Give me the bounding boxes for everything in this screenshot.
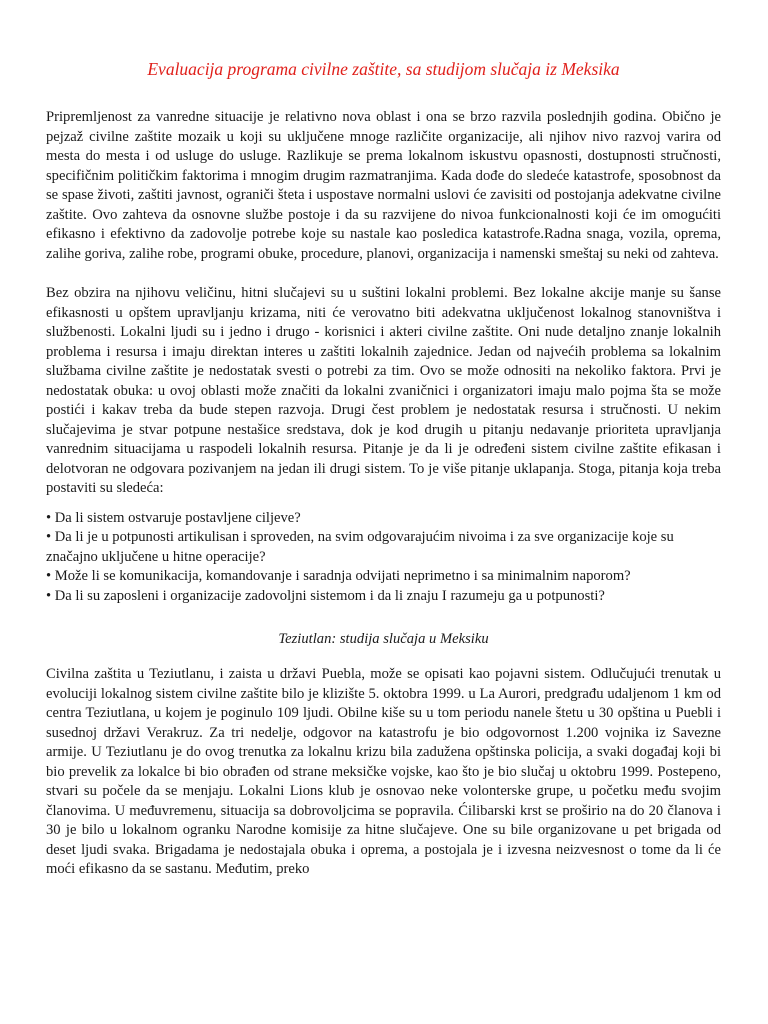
question-item: • Da li je u potpunosti artikulisan i sproveden, na svim odgovarajućim nivoima i za sve organizacije koje su značajno uključene u hitne operacije? xyxy=(46,529,674,565)
section-subtitle: Teziutlan: studija slučaja u Meksiku xyxy=(278,631,489,647)
question-item: • Može li se komunikacija, komandovanje i saradnja odvijati neprimetno i sa minimalnim naporom? xyxy=(46,568,631,584)
question-list xyxy=(46,509,721,607)
paragraph-intro: Pripremljenost za vanredne situacije je relativno nova oblast i ona se brzo razvila poslednjih godina. Obično je pejzaž civilne zaštite mozaik u koji su uključene mnoge različite organizacije, ali njihov nivo razvoj varira od mesta do mesta i od usluge do usluge. Razlikuje se prema lokalnom iskustvu opasnosti, dostupnosti stručnosti, specifičnim političkim faktorima i mnogim drugim razmatranjima. Kada dođe do sledeće katastrofe, sposobnost da se spase životi, zaštiti javnost, ograniči šteta i uspostave normalni uslovi će zavisiti od postojanja adekvatne civilne zaštite. Ovo zahteva da osnovne službe postoje i da su razvijene do nivoa funkcionalnosti koji će im omogućiti efikasno i efektivno da zadovolje potrebe koje su nastale kao posledica katastrofe.Radna snaga, vozila, oprema, zalihe goriva, zalihe robe, programi obuke, procedure, planovi, organizacija i namenski smeštaj su neki od zahteva. xyxy=(46,109,721,262)
paragraph-local-problems: Bez obzira na njihovu veličinu, hitni slučajevi su u suštini lokalni problemi. Bez lokalne akcije manje su šanse efikasnosti u opštem upravljanju krizama, niti će verovatno biti adekvatna uključenost lokalnog stanovništva i službenosti. Lokalni ljudi su i jedno i drugo - korisnici i akteri civilne zaštite. Oni nude detaljno znanje lokalnih problema i resursa i imaju direktan interes u zaštiti lokalnih zajednice. Jedan od najvećih problema sa lokalnim službama civilne zaštite je nedostatak svesti o potrebi za tim. Ovo se može odnositi na nekoliko faktora. Prvi je nedostatak obuka: u ovoj oblasti može značiti da lokalni zvaničnici i organizatori imaju malo pojma šta se može postići i kakav treba da bude stepen razvoja. Drugi čest problem je nedostatak resursa i stručnosti. U nekim slučajevima je stvar potpune nestašice sredstava, dok je kod drugih u pitanju nedavanje prioriteta upravljanja vanrednim situacijama u raspodeli lokalnih resursa. Pitanje je da li je određeni sistem civilne zaštite efikasan i delotvoran ne odgovara pozivanjem na jedan ili drugi sistem. To je više pitanje uklapanja. Stoga, pitanja koja treba postaviti su sledeća: xyxy=(46,285,721,496)
document-title: Evaluacija programa civilne zaštite, sa studijom slučaja iz Meksika xyxy=(147,59,620,79)
question-item: • Da li sistem ostvaruje postavljene ciljeve? xyxy=(46,509,301,526)
document-page xyxy=(46,58,721,880)
paragraph-case-study: Civilna zaštita u Teziutlanu, i zaista u državi Puebla, može se opisati kao pojavni sistem. Odlučujući trenutak u evoluciji lokalnog sistem civilne zaštite bilo je klizište 5. oktobra 1999. u La Aurori, predgrađu udaljenom 1 km od centra Teziutlana, u kojem je poginulo 109 ljudi. Obilne kiše su u tom periodu nanele štetu u 30 opština u Puebli i susednoj državi Verakruz. Za tri nedelje, odgovor na katastrofu je bio odgovornost 1.200 vojnika iz Savezne armije. U Teziutlanu je do ovog trenutka za lokalnu krizu bila zadužena opštinska policija, a svaki događaj koji bi bio prevelik za lokalce bi bio obrađen od strane meksičke vojske, kao što je bio slučaj u oktobru 1999. Postepeno, stvari su počele da se menjaju. Lokalni Lions klub je osnovao neke volonterske grupe, u početku među svojim članovima. U međuvremenu, situacija sa dobrovoljcima se popravila. Ćilibarski krst se proširio na do 20 članova i 30 je bilo u lokalnom ogranku Narodne komisije za hitne slučajeve. One su bile organizovane u pet brigada od deset ljudi svaka. Brigadama je nedostajala obuka i oprema, a postojala je i izvesna neizvesnost o tome da li će moći efikasno da se sastanu. Međutim, preko xyxy=(46,666,721,877)
question-item: • Da li su zaposleni i organizacije zadovoljni sistemom i da li znaju I razumeju ga u potpunosti? xyxy=(46,587,605,604)
